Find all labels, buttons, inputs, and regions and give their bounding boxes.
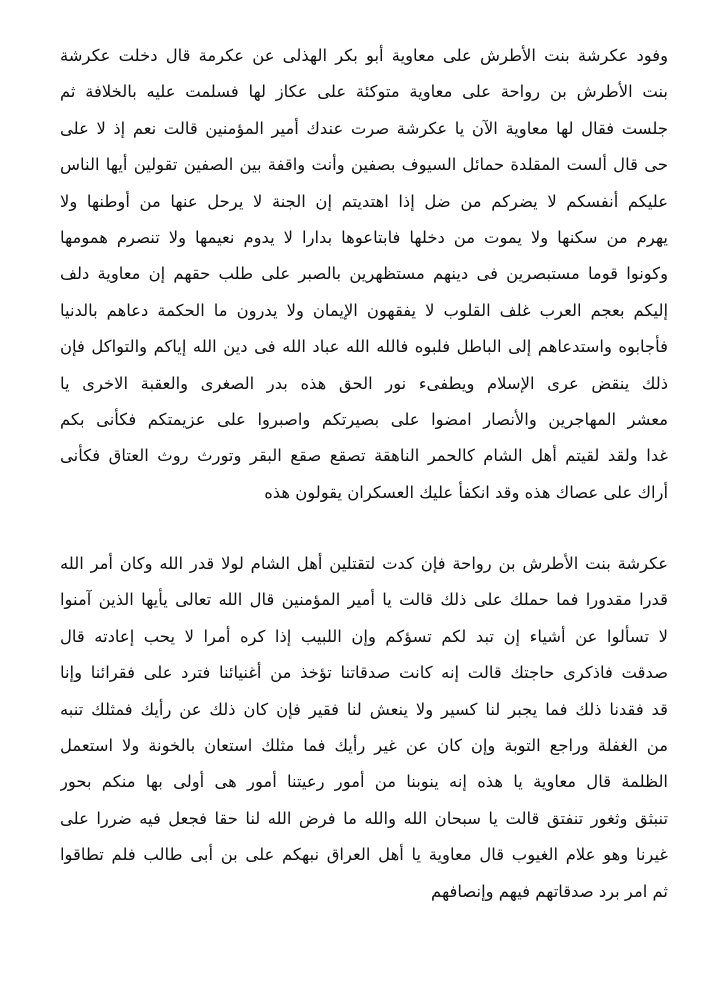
text-line: ذلك ينقض عرى الإسلام ويطفىء نور الحق هذه بدر الصغرى والعقبة الاخرى يا xyxy=(60,373,668,393)
text-line: غيرنا وهو علام الغيوب قال معاوية يا أهل العراق نبهكم على بن أبى طالب فلم تطاقوا xyxy=(60,845,668,865)
paragraph-1 xyxy=(60,38,668,546)
text-line: عكرشة بنت الأطرش بن رواحة فإن كدت لتقتلين أهل الشام لولا قدر الله وكان أمر الله xyxy=(60,554,668,573)
text-line: ثم امر برد صدقاتهم فيهم وإنصافهم xyxy=(431,881,668,901)
text-line: إليكم بعجم العرب غلف القلوب لا يفقهون الإيمان ولا يدرون ما الحكمة دعاهم بالدنيا xyxy=(60,300,668,320)
text-line: تنبثق وثغور تنفتق قالت يا سبحان الله والله ما فرض الله لنا حقا فجعل فيه ضررا على xyxy=(60,808,668,828)
text-line: غدا ولقد لقيتم أهل الشام كالحمر الناهقة تصقع صقع البقر وتورث روث العتاق فكأنى xyxy=(60,446,668,466)
text-line: عليكم أنفسكم لا يضركم من ضل إذا اهتديتم إن الجنة لا يرحل عنها من أوطنها ولا xyxy=(60,191,668,211)
text-line: حى قال ألست المقلدة حمائل السيوف بصفين وأنت واقفة بين الصفين تقولين أيها الناس xyxy=(60,155,668,175)
text-line: لا تسألوا عن أشياء إن تبد لكم تسؤكم وإن اللبيب إذا كره أمرا لا يحب إعادته قال xyxy=(60,626,668,646)
text-line: صدقت فاذكرى حاجتك قالت إنه كانت صدقاتنا تؤخذ من أغنيائنا فترد على فقرائنا وإنا xyxy=(60,663,668,683)
text-line: جلست فقال لها معاوية الآن يا عكرشة صرت عندك أمير المؤمنين قالت نعم إذ لا على xyxy=(60,118,668,138)
text-line: من الغفلة وراجع التوبة وإن كان عن غير رأيك فما مثلك استعان بالخونة ولا استعمل xyxy=(60,735,668,755)
text-line: قدرا مقدورا فما حملك على ذلك قالت يا أمير المؤمنين قال الله تعالى يأيها الذين آمنوا xyxy=(60,590,668,610)
text-line: وفود عكرشة بنت الأطرش على معاوية أبو بكر الهذلى عن عكرمة قال دخلت عكرشة xyxy=(60,46,668,65)
paragraph-2 xyxy=(60,546,668,910)
text-line: قد فقدنا ذلك فما يجبر لنا كسير ولا ينعش لنا فقير فإن كان ذلك عن رأيك فمثلك تنبه xyxy=(60,699,668,719)
text-line: فأجابوه واستدعاهم إلى الباطل فلبوه فالله الله عباد الله فى دين الله إياكم والتواكل فإن xyxy=(60,337,668,357)
text-line: أراك على عصاك هذه وقد انكفأ عليك العسكران يقولون هذه xyxy=(264,482,668,502)
text-line: معشر المهاجرين والأنصار امضوا على بصيرتكم واصبروا على عزيمتكم فكأنى بكم xyxy=(60,409,668,429)
text-line: الظلمة قال معاوية يا هذه إنه ينوبنا من أمور رعيتنا أمور هى أولى بها منكم بحور xyxy=(60,772,668,792)
text-line: وكونوا قوما مستبصرين فى دينهم مستظهرين بالصبر على طلب حقهم إن معاوية دلف xyxy=(60,264,668,284)
text-line: يهرم من سكنها ولا يموت من دخلها فابتاعوها بدارا لا يدوم نعيمها ولا تنصرم همومها xyxy=(60,227,668,247)
text-line: بنت الأطرش بن رواحة على معاوية متوكئة على عكاز لها فسلمت عليه بالخلافة ثم xyxy=(60,82,668,102)
